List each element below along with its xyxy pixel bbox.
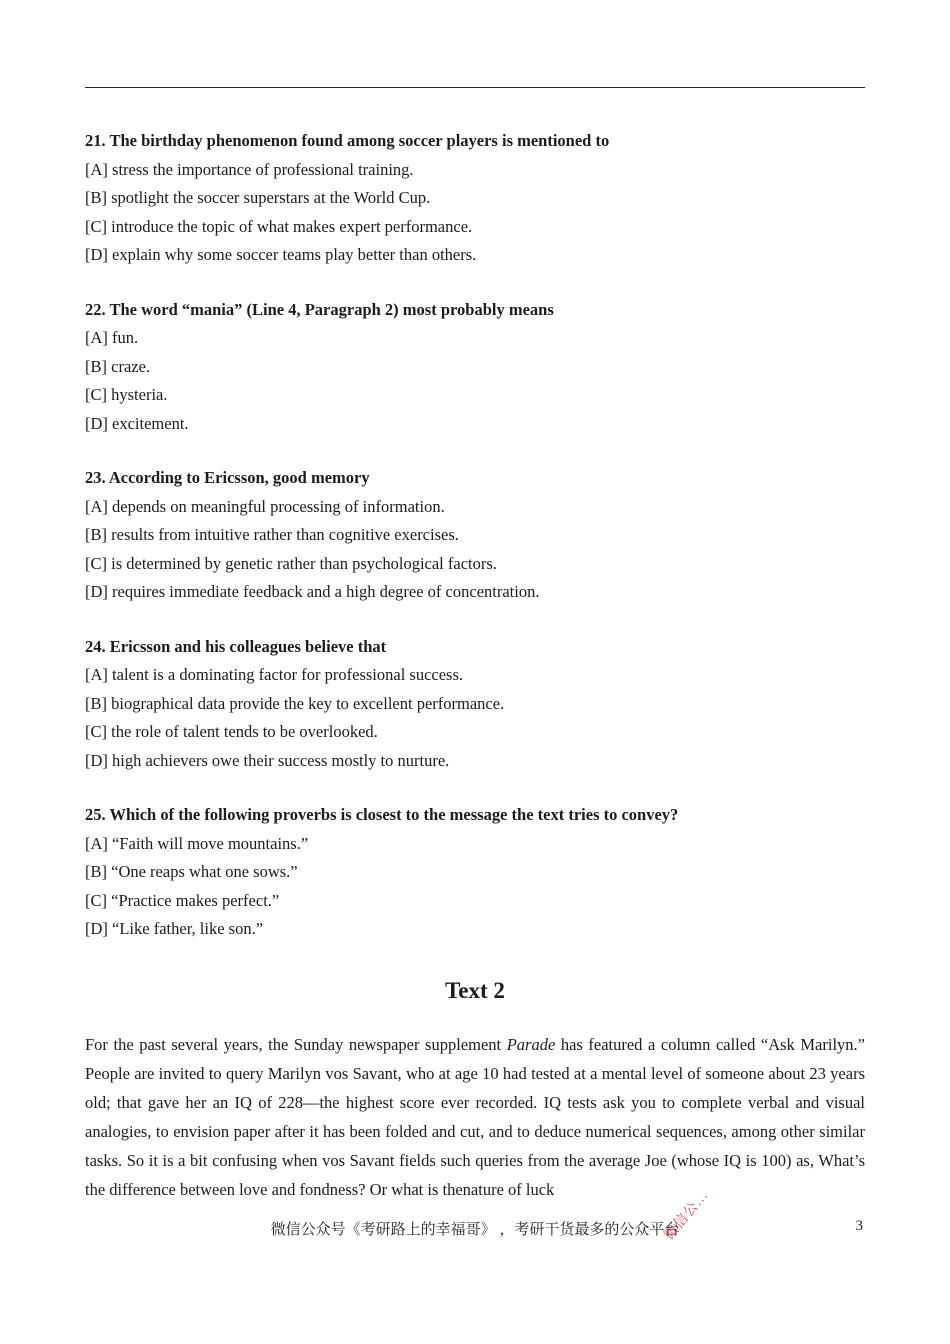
question-option-a: [A] depends on meaningful processing of information. (85, 496, 445, 516)
red-watermark-text: 微信公... (660, 1186, 711, 1243)
page-number: 3 (855, 1218, 863, 1234)
question-option-d: [D] requires immediate feedback and a high degree of concentration. (85, 582, 540, 601)
page-footer (85, 1218, 865, 1239)
question-option-a: [A] talent is a dominating factor for professional success. (85, 665, 464, 684)
question-stem: 23. According to Ericsson, good memory (85, 468, 370, 487)
passage-paragraph (85, 1030, 865, 1204)
exam-content (85, 127, 865, 1204)
question-option-c: [C] “Practice makes perfect.” (85, 890, 280, 910)
question-option-d: [D] excitement. (85, 413, 189, 433)
question-stem: 25. Which of the following proverbs is closest to the message the text tries to convey? (85, 805, 679, 824)
question-option-d: [D] high achievers owe their success mostly to nurture. (85, 750, 450, 770)
question-stem: 21. The birthday phenomenon found among soccer players is mentioned to (85, 131, 610, 150)
passage-text-before: For the past several years, the Sunday newspaper supplement (85, 1034, 507, 1054)
question-23 (85, 464, 865, 607)
question-option-b: [B] spotlight the soccer superstars at the World Cup. (85, 188, 431, 207)
question-option-b: [B] results from intuitive rather than cognitive exercises. (85, 525, 459, 544)
question-option-b: [B] “One reaps what one sows.” (85, 862, 298, 881)
question-option-c: [C] the role of talent tends to be overlooked. (85, 722, 378, 741)
passage-italic-title: Parade (506, 1034, 556, 1054)
question-option-d: [D] explain why some soccer teams play better than others. (85, 245, 477, 264)
footer-text: 微信公众号《考研路上的幸福哥》 ，考研干货最多的公众平台 (270, 1222, 680, 1238)
question-22 (85, 296, 865, 439)
question-option-b: [B] craze. (85, 356, 151, 376)
question-24 (85, 633, 865, 776)
passage-text-after: has featured a column called “Ask Marilyn.” People are invited to query Marilyn vos Savant, who at age 10 had tested at a mental level of someone about 23 years old; that gave her an IQ of 228—the highest score ever recorded. IQ tests ask you to complete verbal and visual analogies, to envision paper after it has been folded and cut, and to deduce numerical sequences, among other similar tasks. So it is a bit confusing when vos Savant fields such queries from the average Joe (whose IQ is 100) as, What’s the difference between love and fondness? Or what is thenature of luck (85, 1034, 865, 1199)
question-option-c: [C] hysteria. (85, 385, 168, 404)
question-option-c: [C] introduce the topic of what makes expert performance. (85, 216, 473, 236)
question-stem: 24. Ericsson and his colleagues believe that (85, 636, 387, 656)
question-option-d: [D] “Like father, like son.” (85, 919, 264, 938)
question-option-a: [A] stress the importance of professional training. (85, 159, 414, 179)
question-option-a: [A] “Faith will move mountains.” (85, 833, 309, 853)
header-rule (85, 87, 865, 88)
question-option-b: [B] biographical data provide the key to excellent performance. (85, 693, 505, 713)
question-25 (85, 801, 865, 944)
question-stem: 22. The word “mania” (Line 4, Paragraph 2) most probably means (85, 299, 554, 319)
section-title-text2: Text 2 (445, 977, 505, 1003)
question-21 (85, 127, 865, 270)
question-option-a: [A] fun. (85, 328, 139, 347)
question-option-c: [C] is determined by genetic rather than psychological factors. (85, 553, 497, 573)
